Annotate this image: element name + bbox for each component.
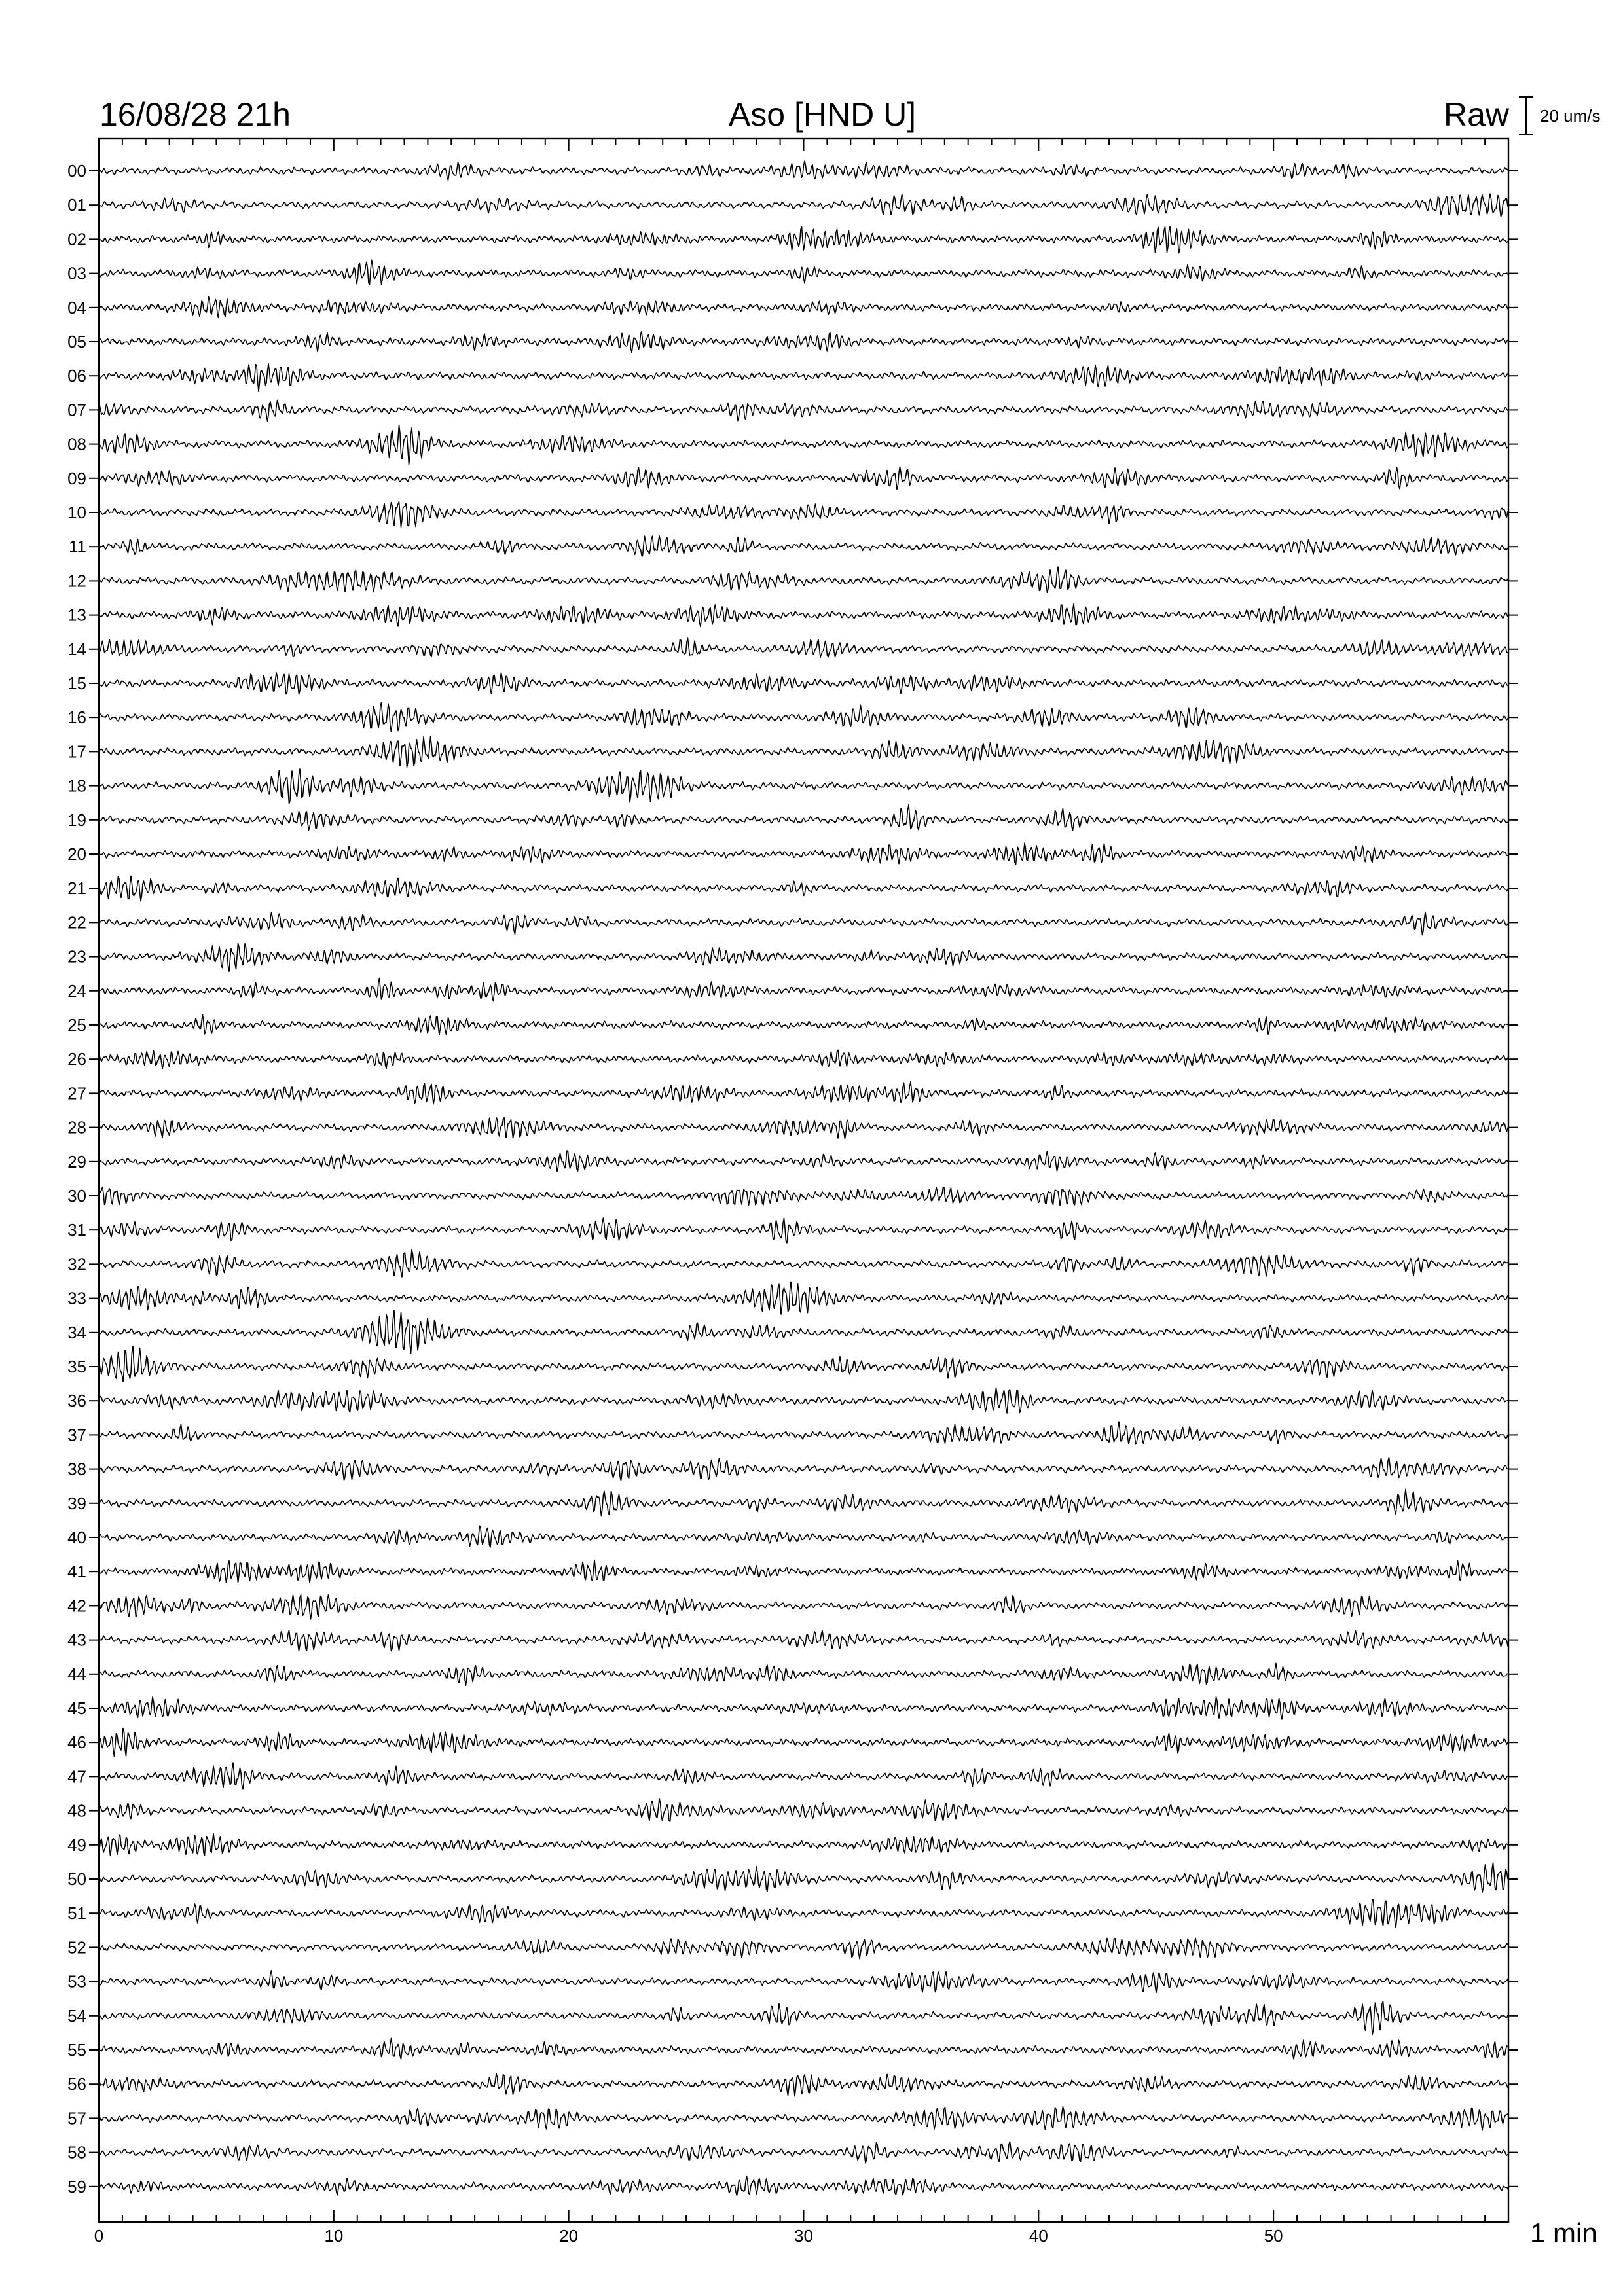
row-label-41: 41 bbox=[67, 1562, 86, 1582]
trace-row-08 bbox=[100, 425, 1508, 465]
trace-row-15 bbox=[100, 673, 1508, 694]
row-label-48: 48 bbox=[67, 1801, 86, 1821]
x-tick-label: 30 bbox=[794, 2226, 813, 2246]
row-label-16: 16 bbox=[67, 708, 86, 728]
row-label-25: 25 bbox=[67, 1015, 86, 1035]
row-label-33: 33 bbox=[67, 1288, 86, 1308]
trace-row-06 bbox=[100, 364, 1508, 392]
row-label-35: 35 bbox=[67, 1357, 86, 1376]
trace-row-17 bbox=[100, 737, 1508, 768]
x-tick-label: 50 bbox=[1264, 2226, 1283, 2246]
row-label-17: 17 bbox=[67, 742, 86, 762]
trace-row-35 bbox=[100, 1346, 1508, 1382]
row-label-57: 57 bbox=[67, 2108, 86, 2128]
trace-row-34 bbox=[100, 1310, 1508, 1354]
trace-row-03 bbox=[100, 260, 1508, 285]
trace-row-20 bbox=[100, 843, 1508, 865]
row-label-20: 20 bbox=[67, 844, 86, 864]
row-label-38: 38 bbox=[67, 1459, 86, 1479]
row-label-21: 21 bbox=[67, 878, 86, 899]
trace-row-02 bbox=[100, 226, 1508, 253]
trace-row-52 bbox=[100, 1938, 1508, 1959]
trace-row-44 bbox=[100, 1663, 1508, 1685]
row-label-03: 03 bbox=[67, 263, 86, 283]
trace-row-54 bbox=[100, 2001, 1508, 2035]
row-label-22: 22 bbox=[67, 912, 86, 933]
row-label-32: 32 bbox=[67, 1254, 86, 1274]
row-label-51: 51 bbox=[67, 1903, 86, 1924]
row-label-10: 10 bbox=[67, 503, 86, 522]
row-label-49: 49 bbox=[67, 1835, 86, 1855]
trace-row-50 bbox=[100, 1863, 1508, 1892]
row-label-15: 15 bbox=[67, 673, 86, 693]
trace-row-05 bbox=[100, 331, 1508, 353]
row-label-30: 30 bbox=[67, 1186, 86, 1206]
trace-row-53 bbox=[100, 1971, 1508, 1993]
x-tick-label: 20 bbox=[559, 2226, 579, 2246]
row-label-52: 52 bbox=[67, 1937, 86, 1958]
row-label-09: 09 bbox=[67, 468, 86, 488]
trace-row-21 bbox=[100, 876, 1508, 901]
trace-row-43 bbox=[100, 1630, 1508, 1651]
row-label-40: 40 bbox=[67, 1528, 86, 1547]
trace-row-18 bbox=[100, 769, 1508, 804]
row-label-14: 14 bbox=[67, 639, 86, 659]
trace-row-12 bbox=[100, 567, 1508, 592]
trace-row-51 bbox=[100, 1899, 1508, 1928]
trace-row-10 bbox=[100, 502, 1508, 528]
trace-row-22 bbox=[100, 912, 1508, 935]
datetime-title: 16/08/28 21h bbox=[100, 96, 291, 133]
row-label-07: 07 bbox=[67, 400, 86, 420]
bottom-axis-ticks bbox=[99, 2210, 1508, 2222]
mode-label: Raw bbox=[1443, 96, 1509, 133]
row-label-06: 06 bbox=[67, 366, 86, 386]
row-label-05: 05 bbox=[67, 332, 86, 351]
row-label-47: 47 bbox=[67, 1767, 86, 1787]
row-label-50: 50 bbox=[67, 1869, 86, 1889]
row-label-18: 18 bbox=[67, 776, 86, 796]
trace-row-00 bbox=[100, 161, 1508, 180]
trace-row-29 bbox=[100, 1151, 1508, 1172]
trace-row-13 bbox=[100, 604, 1508, 627]
row-label-28: 28 bbox=[67, 1117, 86, 1138]
trace-row-40 bbox=[100, 1526, 1508, 1547]
row-label-39: 39 bbox=[67, 1493, 86, 1513]
row-label-29: 29 bbox=[67, 1151, 86, 1172]
trace-row-24 bbox=[100, 978, 1508, 1001]
trace-row-38 bbox=[100, 1458, 1508, 1481]
trace-row-55 bbox=[100, 2038, 1508, 2059]
row-label-54: 54 bbox=[67, 2005, 86, 2026]
trace-row-23 bbox=[100, 943, 1508, 971]
trace-row-39 bbox=[100, 1489, 1508, 1516]
trace-row-59 bbox=[100, 2176, 1508, 2196]
row-label-58: 58 bbox=[67, 2142, 86, 2162]
row-label-26: 26 bbox=[67, 1049, 86, 1069]
row-label-27: 27 bbox=[67, 1083, 86, 1103]
trace-row-47 bbox=[100, 1763, 1508, 1789]
trace-row-27 bbox=[100, 1082, 1508, 1104]
row-label-23: 23 bbox=[67, 946, 86, 967]
x-tick-label: 0 bbox=[94, 2226, 104, 2246]
top-axis-ticks bbox=[99, 139, 1508, 151]
row-label-11: 11 bbox=[69, 537, 86, 557]
row-label-01: 01 bbox=[67, 195, 86, 215]
seismic-traces bbox=[100, 161, 1508, 2196]
x-tick-label: 40 bbox=[1029, 2226, 1048, 2246]
trace-row-56 bbox=[100, 2073, 1508, 2096]
trace-row-19 bbox=[100, 805, 1508, 831]
row-label-00: 00 bbox=[67, 161, 86, 181]
trace-row-28 bbox=[100, 1118, 1508, 1139]
row-label-13: 13 bbox=[67, 605, 86, 625]
row-label-59: 59 bbox=[67, 2176, 86, 2197]
row-label-42: 42 bbox=[67, 1596, 86, 1616]
row-label-44: 44 bbox=[67, 1664, 86, 1684]
trace-row-58 bbox=[100, 2142, 1508, 2163]
row-label-56: 56 bbox=[67, 2074, 86, 2094]
trace-row-26 bbox=[100, 1050, 1508, 1069]
row-label-02: 02 bbox=[67, 229, 86, 249]
trace-row-01 bbox=[100, 194, 1508, 217]
row-label-08: 08 bbox=[67, 434, 86, 454]
trace-row-07 bbox=[100, 401, 1508, 422]
plot-frame bbox=[99, 139, 1508, 2222]
trace-row-36 bbox=[100, 1388, 1508, 1413]
row-label-34: 34 bbox=[67, 1322, 86, 1342]
trace-row-37 bbox=[100, 1422, 1508, 1444]
trace-row-11 bbox=[100, 536, 1508, 556]
trace-row-25 bbox=[100, 1014, 1508, 1035]
scale-label: 20 um/s bbox=[1540, 106, 1601, 126]
row-label-43: 43 bbox=[67, 1630, 86, 1650]
station-title: Aso [HND U] bbox=[728, 96, 917, 133]
trace-row-57 bbox=[100, 2107, 1508, 2130]
row-label-45: 45 bbox=[67, 1698, 86, 1718]
row-labels bbox=[67, 161, 1518, 2197]
row-label-46: 46 bbox=[67, 1732, 86, 1753]
trace-row-32 bbox=[100, 1250, 1508, 1277]
trace-row-31 bbox=[100, 1218, 1508, 1243]
x-tick-label: 10 bbox=[324, 2226, 344, 2246]
x-tick-labels bbox=[94, 2226, 1283, 2246]
trace-row-48 bbox=[100, 1799, 1508, 1822]
row-label-12: 12 bbox=[67, 571, 86, 591]
row-label-37: 37 bbox=[67, 1425, 86, 1445]
trace-row-09 bbox=[100, 467, 1508, 490]
row-label-19: 19 bbox=[67, 810, 86, 830]
trace-row-14 bbox=[100, 638, 1508, 657]
row-label-04: 04 bbox=[67, 297, 86, 317]
trace-row-49 bbox=[100, 1833, 1508, 1856]
trace-row-33 bbox=[100, 1282, 1508, 1315]
row-label-31: 31 bbox=[67, 1220, 86, 1240]
trace-row-30 bbox=[100, 1187, 1508, 1206]
trace-row-42 bbox=[100, 1595, 1508, 1619]
row-label-53: 53 bbox=[67, 1971, 86, 1992]
trace-row-04 bbox=[100, 297, 1508, 318]
row-label-36: 36 bbox=[67, 1391, 86, 1411]
trace-row-16 bbox=[100, 702, 1508, 732]
row-label-55: 55 bbox=[67, 2040, 86, 2060]
amplitude-scale-bar bbox=[1519, 97, 1601, 135]
x-unit-label: 1 min bbox=[1530, 2217, 1597, 2248]
trace-row-41 bbox=[100, 1560, 1508, 1583]
row-label-24: 24 bbox=[67, 980, 86, 1001]
trace-row-46 bbox=[100, 1729, 1508, 1757]
trace-row-45 bbox=[100, 1697, 1508, 1719]
